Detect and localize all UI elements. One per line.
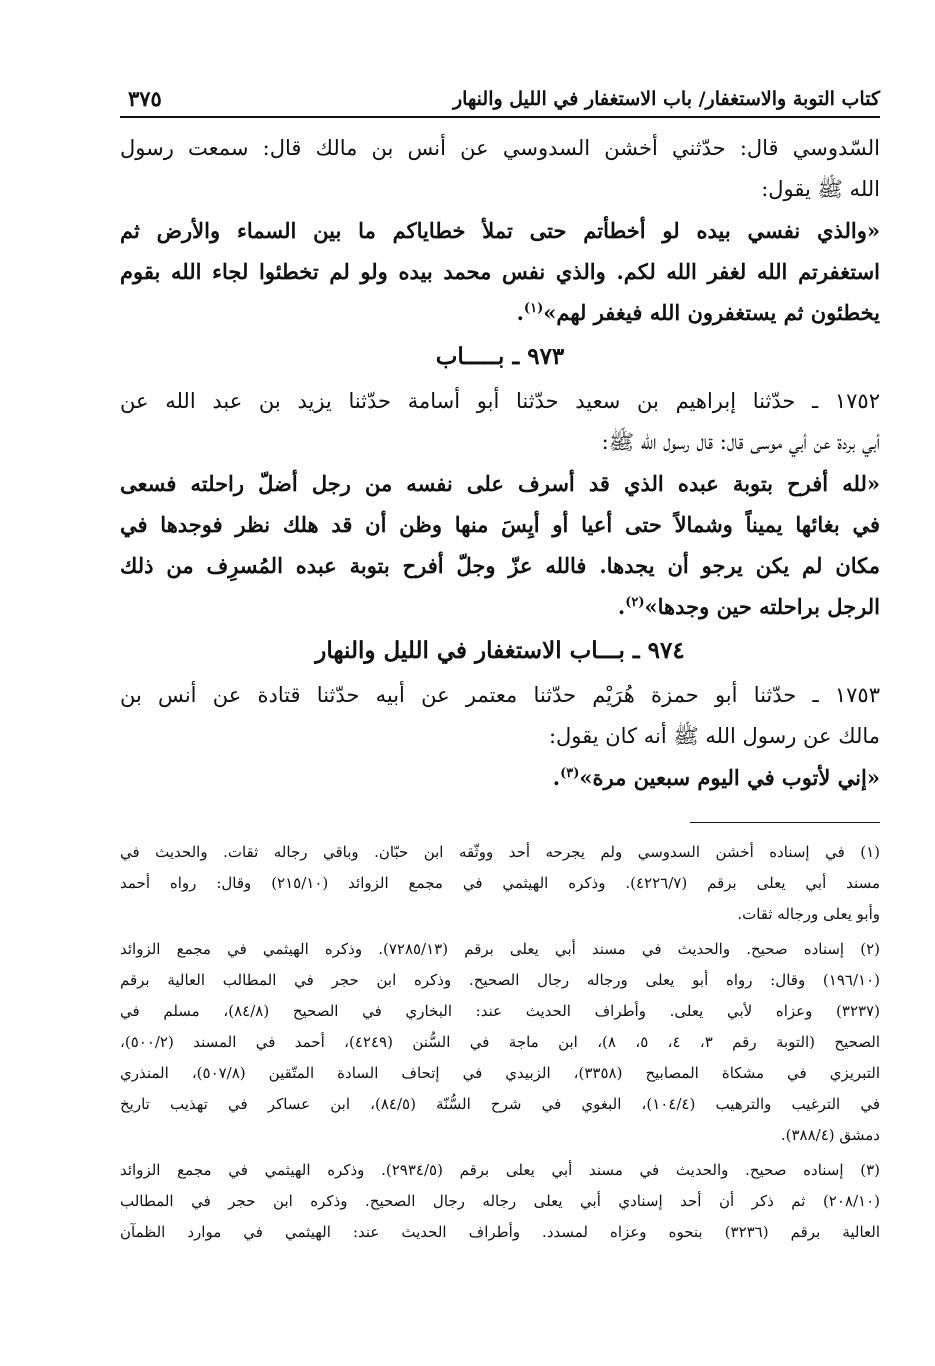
footnote-line: مسند أبي يعلى برقم (٤٢٢٦/٧). وذكره الهيثمي في مجمع الزوائد (٢١٥/١٠) وقال: رواه أحمد	[120, 874, 880, 892]
hadith-end: يخطئون ثم يستغفرون الله فيغفر لهم»	[543, 300, 880, 325]
hadith-end: الرجل براحلته حين وجدها»	[644, 594, 880, 619]
footnote-line: (١٩٦/١٠) وقال: رواه أبو يعلى ورجاله رجال الصحيح. وذكره ابن حجر في المطالب العالية برقم	[120, 971, 880, 989]
paragraph-chain-1	[120, 128, 880, 210]
running-title: كتاب التوبة والاستغفار/ باب الاستغفار في الليل والنهار	[452, 88, 880, 110]
text-line: ١٧٥٣ ـ حدّثنا أبو حمزة هُرَيْم حدّثنا معتمر عن أبيه حدّثنا قتادة عن أنس بن	[120, 683, 880, 707]
footnote-line: (٢) إسناده صحيح. والحديث في مسند أبي يعلى برقم (٧٢٨٥/١٣). وذكره الهيثمي في مجمع الزوائد	[120, 940, 880, 958]
footnote-line: العالية برقم (٣٢٣٦) بنحوه وعزاه لمسدد. وأطراف الحديث عند: الهيثمي في موارد الظمآن	[120, 1223, 880, 1241]
footnote-line: (١) في إسناده أخشن السدوسي ولم يجرحه أحد ووثّقه ابن حبّان. وباقي رجاله ثقات. والحديث في	[120, 843, 880, 861]
chapter-heading-973: ٩٧٣ ـ بـــــاب	[435, 343, 565, 370]
text-line: «لله أفرح بتوبة عبده الذي قد أسرف على نفسه من رجل أضلّ راحلته فسعى	[120, 471, 880, 496]
hadith-text-3	[120, 757, 880, 798]
text-line: الله ﷺ يقول:	[761, 177, 880, 201]
footnote-1	[120, 837, 880, 930]
text-line: في بغائها يميناً وشمالاً حتى أعيا أو أيِسَ منها وظن أن قد هلك نظر فوجدها في	[120, 512, 880, 537]
page-number: ٣٧٥	[128, 86, 162, 111]
paragraph-chain-1753	[120, 675, 880, 757]
footnote-ref-3: (٣)	[560, 766, 580, 781]
footnote-2	[120, 934, 880, 1151]
running-header	[120, 86, 880, 118]
footnote-ref-2: (٢)	[625, 595, 645, 610]
text-line: مكان لم يكن يرجو أن يجدها. فالله عزّ وجلّ أفرح بتوبة عبده المُسرِف من ذلك	[120, 553, 880, 578]
footnote-line: في الترغيب والترهيب (١٠٤/٤)، البغوي في شرح السُّنّة (٨٤/٥)، ابن عساكر في تهذيب تاريخ	[120, 1095, 881, 1113]
text-line: «والذي نفسي بيده لو أخطأتم حتى تملأ خطاياكم ما بين السماء والأرض ثم	[120, 218, 880, 243]
footnote-line: الصحيح (التوبة رقم ٣، ٤، ٥، ٨)، ابن ماجة في السُّنن (٤٢٤٩)، أحمد في المسند (٥٠٠/٢)،	[120, 1033, 881, 1051]
footnote-ref-1: (١)	[523, 301, 544, 316]
footnotes	[120, 837, 880, 1248]
text-line: الرجل براحلته حين وجدها»$^{(٢)}$.	[617, 594, 880, 619]
book-page	[120, 86, 880, 1252]
text-line: استغفرتم الله لغفر الله لكم. والذي نفس محمد بيده ولو لم تخطئوا لجاء الله بقوم	[120, 259, 880, 284]
footnote-line: وأبو يعلى ورجاله ثقات.	[737, 905, 880, 923]
text-line: أبي بردة عن أبي موسى قال: قال رسول الله ﷺ:	[601, 430, 880, 454]
text-line: يخطئون ثم يستغفرون الله فيغفر لهم»$^{(١)}$.	[516, 300, 880, 325]
paragraph-chain-1752	[120, 381, 880, 463]
text-line: «إني لأتوب في اليوم سبعين مرة»$^{(٣)}$.	[552, 765, 880, 790]
hadith-text-2	[120, 463, 880, 627]
footnote-line: دمشق (٣٨٨/٤).	[780, 1126, 880, 1144]
chapter-heading-974: ٩٧٤ ـ بـــاب الاستغفار في الليل والنهار	[315, 637, 685, 664]
footnote-line: التبريزي في مشكاة المصابيح (٣٣٥٨)، الزبيدي في إتحاف السادة المتّقين (٥٠٧/٨)، المنذري	[120, 1064, 880, 1082]
footnote-divider	[690, 822, 880, 823]
text-line: ١٧٥٢ ـ حدّثنا إبراهيم بن سعيد حدّثنا أبو أسامة حدّثنا يزيد بن عبد الله عن	[120, 389, 880, 413]
footnote-3	[120, 1155, 880, 1248]
footnote-line: (٣) إسناده صحيح. والحديث في مسند أبي يعلى برقم (٢٩٣٤/٥). وذكره الهيثمي في مجمع الزوائد	[120, 1161, 880, 1179]
hadith-text-1	[120, 210, 880, 333]
hadith-end: «إني لأتوب في اليوم سبعين مرة»	[579, 765, 880, 790]
text-line: مالك عن رسول الله ﷺ أنه كان يقول:	[548, 724, 880, 748]
footnote-line: (٣٢٣٧) وعزاه لأبي يعلى. وأطراف الحديث عند: البخاري في الصحيح (٨٤/٨)، مسلم في	[120, 1002, 880, 1020]
text-line: السّدوسي قال: حدّثني أخشن السدوسي عن أنس بن مالك قال: سمعت رسول	[120, 136, 880, 160]
footnote-line: (٢٠٨/١٠) ثم ذكر أن أحد إسنادي أبي يعلى رجاله رجال الصحيح. وذكره ابن حجر في المطالب	[120, 1192, 880, 1210]
